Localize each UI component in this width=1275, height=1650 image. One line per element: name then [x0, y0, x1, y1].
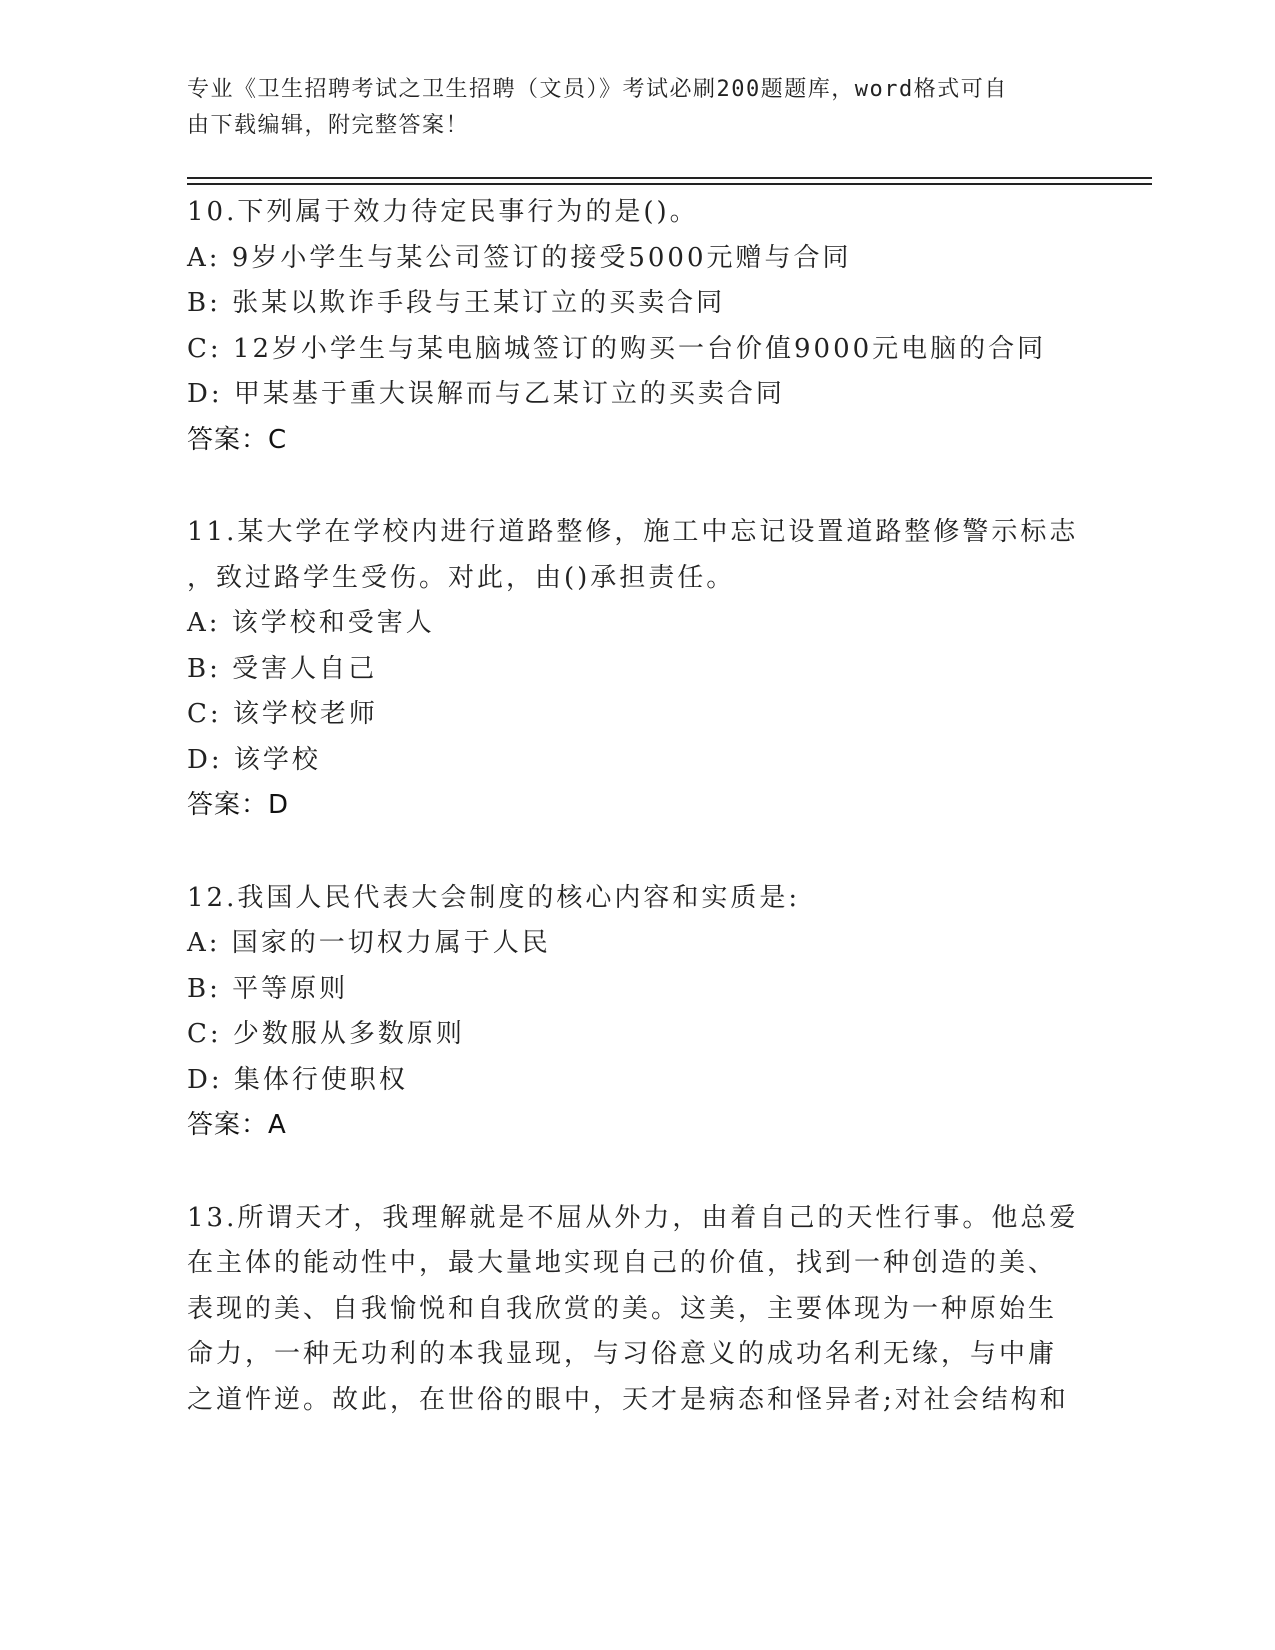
option-b: B: 平等原则: [187, 973, 349, 1004]
question-13: [187, 1196, 1087, 1424]
header-title-line-2: 由下载编辑，附完整答案！: [187, 113, 470, 138]
question-stem: 11.某大学在学校内进行道路整修，施工中忘记设置道路整修警示标志: [187, 517, 1079, 547]
document-header: [187, 72, 1067, 144]
option-d: D: 该学校: [187, 744, 321, 775]
question-stem: 13.所谓天才，我理解就是不屈从外力，由着自己的天性行事。他总爱: [187, 1202, 1079, 1233]
question-stem-continued: 在主体的能动性中，最大量地实现自己的价值，找到一种创造的美、: [187, 1248, 1058, 1278]
option-c: C: 少数服从多数原则: [187, 1019, 465, 1049]
answer-label: 答案：D: [187, 790, 290, 820]
question-stem-continued: ，致过路学生受伤。对此，由()承担责任。: [187, 562, 736, 593]
option-d: D: 集体行使职权: [187, 1064, 408, 1095]
option-d: D: 甲某基于重大误解而与乙某订立的买卖合同: [187, 379, 785, 409]
question-list: [187, 190, 1087, 1470]
question-stem: 12.我国人民代表大会制度的核心内容和实质是:: [187, 882, 801, 913]
header-title-line-1: 专业《卫生招聘考试之卫生招聘（文员）》考试必刷200题题库，word格式可自: [187, 77, 1008, 102]
option-a: A: 该学校和受害人: [187, 608, 435, 638]
option-b: B: 受害人自己: [187, 653, 378, 684]
option-c: C: 该学校老师: [187, 699, 378, 729]
header-divider-top: [187, 177, 1152, 179]
question-stem: 10.下列属于效力待定民事行为的是()。: [187, 197, 699, 227]
question-12: [187, 876, 1087, 1149]
option-b: B: 张某以欺诈手段与王某订立的买卖合同: [187, 288, 726, 318]
answer-label: 答案：A: [187, 1110, 287, 1140]
question-stem-continued: 命力，一种无功利的本我显现，与习俗意义的成功名利无缘，与中庸: [187, 1339, 1058, 1369]
option-a: A: 国家的一切权力属于人民: [187, 928, 551, 958]
question-stem-continued: 表现的美、自我愉悦和自我欣赏的美。这美，主要体现为一种原始生: [187, 1293, 1058, 1324]
header-divider-bottom: [187, 183, 1152, 185]
answer-label: 答案：C: [187, 424, 288, 455]
question-stem-continued: 之道忤逆。故此，在世俗的眼中，天才是病态和怪异者;对社会结构和: [187, 1384, 1069, 1415]
option-c: C: 12岁小学生与某电脑城签订的购买一台价值9000元电脑的合同: [187, 333, 1047, 364]
option-a: A: 9岁小学生与某公司签订的接受5000元赠与合同: [187, 242, 852, 273]
question-10: [187, 190, 1087, 463]
question-11: [187, 510, 1087, 829]
